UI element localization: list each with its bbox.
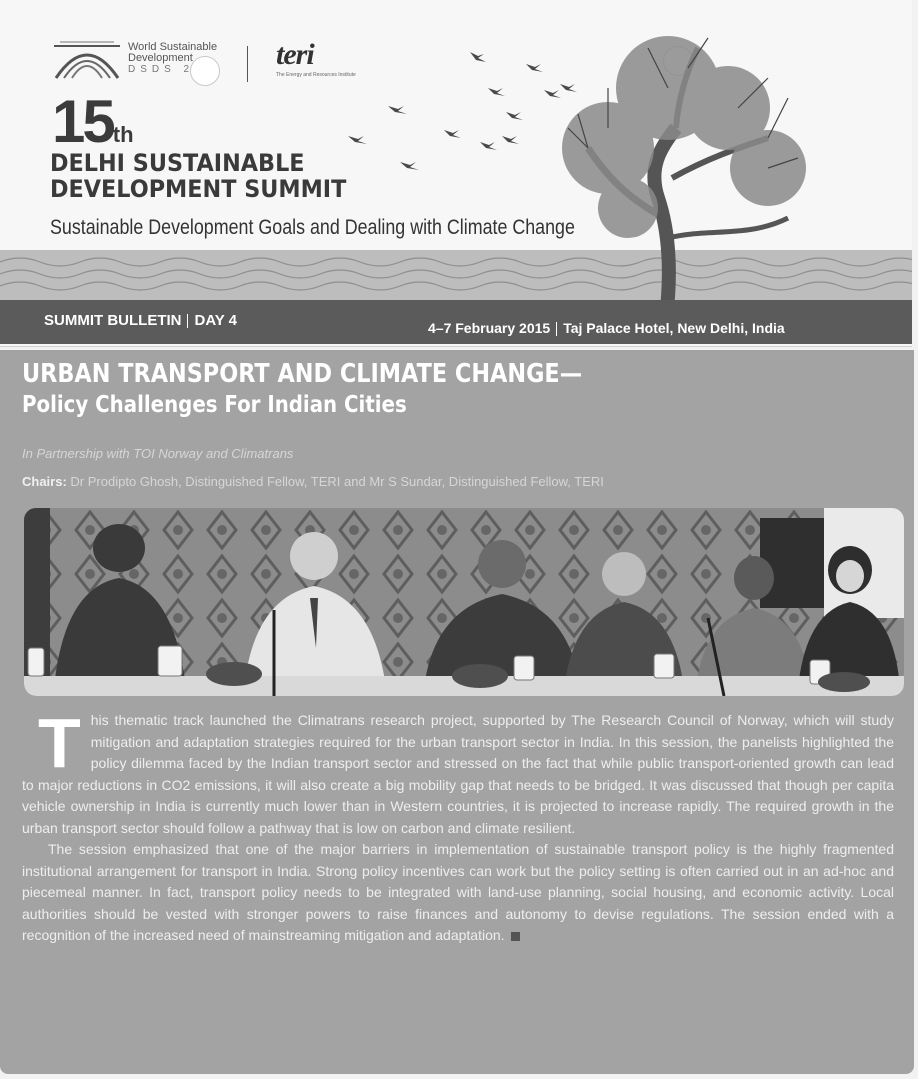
bulletin-header bbox=[0, 0, 912, 347]
chairs-line bbox=[22, 474, 604, 489]
paragraph-text: The session emphasized that one of the major barriers in implementation of sustainable transport policy is the highly fragmented institutional arrangement for transport in India. Strong policy incentives can work but the policy setting is often carried out in an ad-hoc and piecemeal manner. In fact, transport policy needs to be integrated with land-use planning, social housing, and economic activity. Local authorities should be vested with stronger powers to raise finances and autonomy to devise regulations. The session ended with a recognition of the increased need of mainstreaming mitigation and adaptation. bbox=[22, 841, 894, 943]
wsds-line: DSDS 2 bbox=[128, 64, 195, 75]
logo-divider bbox=[247, 46, 248, 82]
article-title: URBAN TRANSPORT AND CLIMATE CHANGE— bbox=[22, 359, 583, 389]
chairs-label: Chairs: bbox=[22, 474, 67, 489]
edition-suffix: th bbox=[112, 122, 134, 147]
bulletin-title: SUMMIT BULLETIN bbox=[44, 312, 182, 329]
event-info bbox=[428, 320, 785, 336]
teri-wordmark: teri bbox=[276, 38, 314, 71]
event-venue: Taj Palace Hotel, New Delhi, India bbox=[563, 320, 785, 336]
article-body bbox=[22, 704, 894, 947]
teri-subtitle: The Energy and Resources Institute bbox=[276, 72, 356, 78]
article-card bbox=[0, 350, 914, 1074]
article-subtitle: Policy Challenges For Indian Cities bbox=[22, 392, 407, 418]
edition-number bbox=[52, 88, 134, 155]
article-paragraph bbox=[22, 839, 894, 947]
bulletin-day: DAY 4 bbox=[194, 312, 238, 329]
partnership-line: In Partnership with TOI Norway and Climatrans bbox=[22, 446, 294, 461]
article-paragraph bbox=[22, 704, 894, 839]
summit-theme: Sustainable Development Goals and Dealing with Climate Change bbox=[50, 216, 575, 239]
drop-cap: T bbox=[38, 704, 81, 782]
wsds-line: World Sustainable bbox=[128, 41, 218, 53]
chairs-names: Dr Prodipto Ghosh, Distinguished Fellow, TERI and Mr S Sundar, Distinguished Fellow, TERI bbox=[70, 474, 604, 489]
wsds-line: Development bbox=[128, 52, 193, 64]
event-dates: 4–7 February 2015 bbox=[428, 320, 551, 336]
tree-illustration-icon bbox=[548, 28, 818, 318]
wsds-logo-icon bbox=[52, 38, 122, 80]
wsds-logo-text bbox=[128, 42, 217, 75]
panel-photo bbox=[24, 508, 904, 696]
bulletin-label bbox=[44, 312, 237, 329]
summit-name-line: DELHI SUSTAINABLE bbox=[50, 149, 305, 177]
edition-numeral: 15 bbox=[52, 88, 113, 155]
end-mark bbox=[511, 932, 520, 941]
paragraph-text: his thematic track launched the Climatrans research project, supported by The Research Council of Norway, which will study mitigation and adaptation strategies required for the urban transport sector in India. In this session, the panelists highlighted the policy dilemma faced by the Indian transport sector and stressed on the fact that while public transport-oriented growth can lead to major reductions in CO2 emissions, it will also create a big mobility gap that needs to be bridged. It was discussed that though per capita vehicle ownership in India is currently much lower than in Western countries, it is projected to increase rapidly. The required growth in the urban transport sector should follow a pathway that is low on carbon and climate resilient. bbox=[22, 712, 894, 836]
summit-name-line: DEVELOPMENT SUMMIT bbox=[50, 175, 347, 203]
